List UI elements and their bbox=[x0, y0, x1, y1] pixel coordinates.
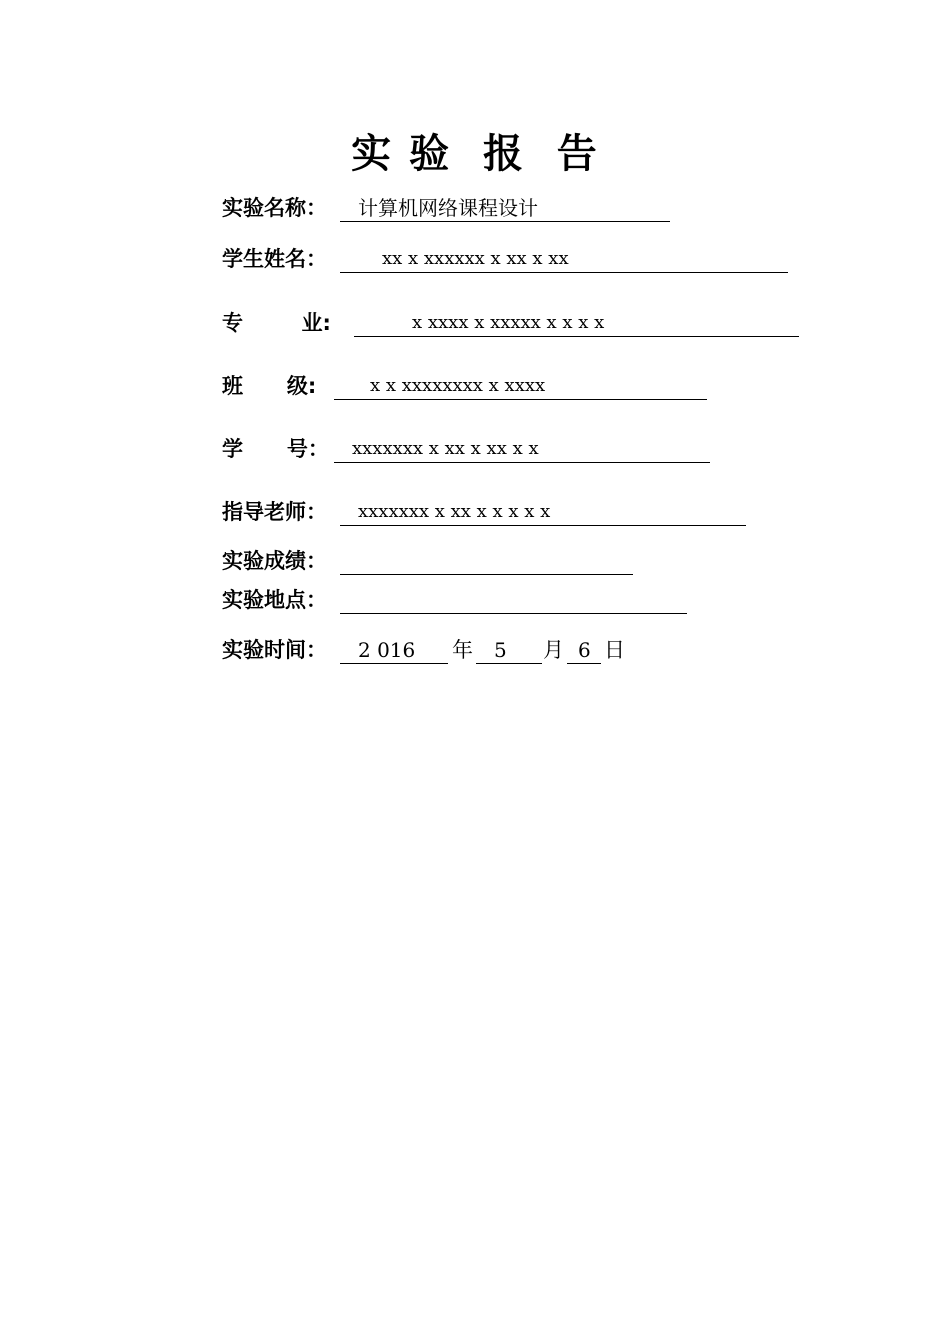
major-label: 专 业: bbox=[222, 311, 331, 335]
student-name-label: 学生姓名： bbox=[222, 247, 327, 271]
experiment-name-value: 计算机网络课程设计 bbox=[358, 196, 538, 220]
experiment-name-label: 实验名称： bbox=[222, 196, 327, 220]
student-id-label: 学 号： bbox=[222, 437, 329, 461]
location-row bbox=[222, 585, 702, 617]
class-label: 班 级: bbox=[222, 374, 317, 398]
class-row bbox=[222, 371, 722, 403]
month-underline bbox=[476, 635, 542, 664]
experiment-name-row bbox=[222, 193, 682, 225]
student-name-value: xx x xxxxxx x xx x xx bbox=[382, 248, 569, 269]
location-underline bbox=[340, 585, 687, 614]
year-unit: 年 bbox=[452, 638, 473, 662]
student-id-row bbox=[222, 434, 722, 466]
month-value: 5 bbox=[494, 638, 507, 662]
day-value: 6 bbox=[578, 638, 591, 662]
time-label: 实验时间： bbox=[222, 638, 327, 662]
advisor-label: 指导老师： bbox=[222, 500, 327, 524]
day-unit: 日 bbox=[604, 638, 625, 662]
time-row bbox=[222, 635, 642, 667]
grade-underline bbox=[340, 546, 633, 575]
advisor-value: xxxxxxx x xx x x x x x bbox=[358, 501, 551, 522]
month-unit: 月 bbox=[543, 638, 564, 662]
year-value: 2 016 bbox=[358, 638, 416, 662]
grade-label: 实验成绩： bbox=[222, 549, 327, 573]
major-value: x xxxx x xxxxx x x x x bbox=[412, 312, 605, 333]
report-title: 实 验 报 告 bbox=[351, 131, 599, 177]
major-row bbox=[222, 308, 812, 340]
student-id-value: xxxxxxx x xx x xx x x bbox=[352, 438, 539, 459]
location-label: 实验地点： bbox=[222, 588, 327, 612]
advisor-row bbox=[222, 497, 762, 529]
grade-row bbox=[222, 546, 652, 578]
student-name-row bbox=[222, 244, 802, 276]
class-value: x x xxxxxxxx x xxxx bbox=[370, 375, 546, 396]
